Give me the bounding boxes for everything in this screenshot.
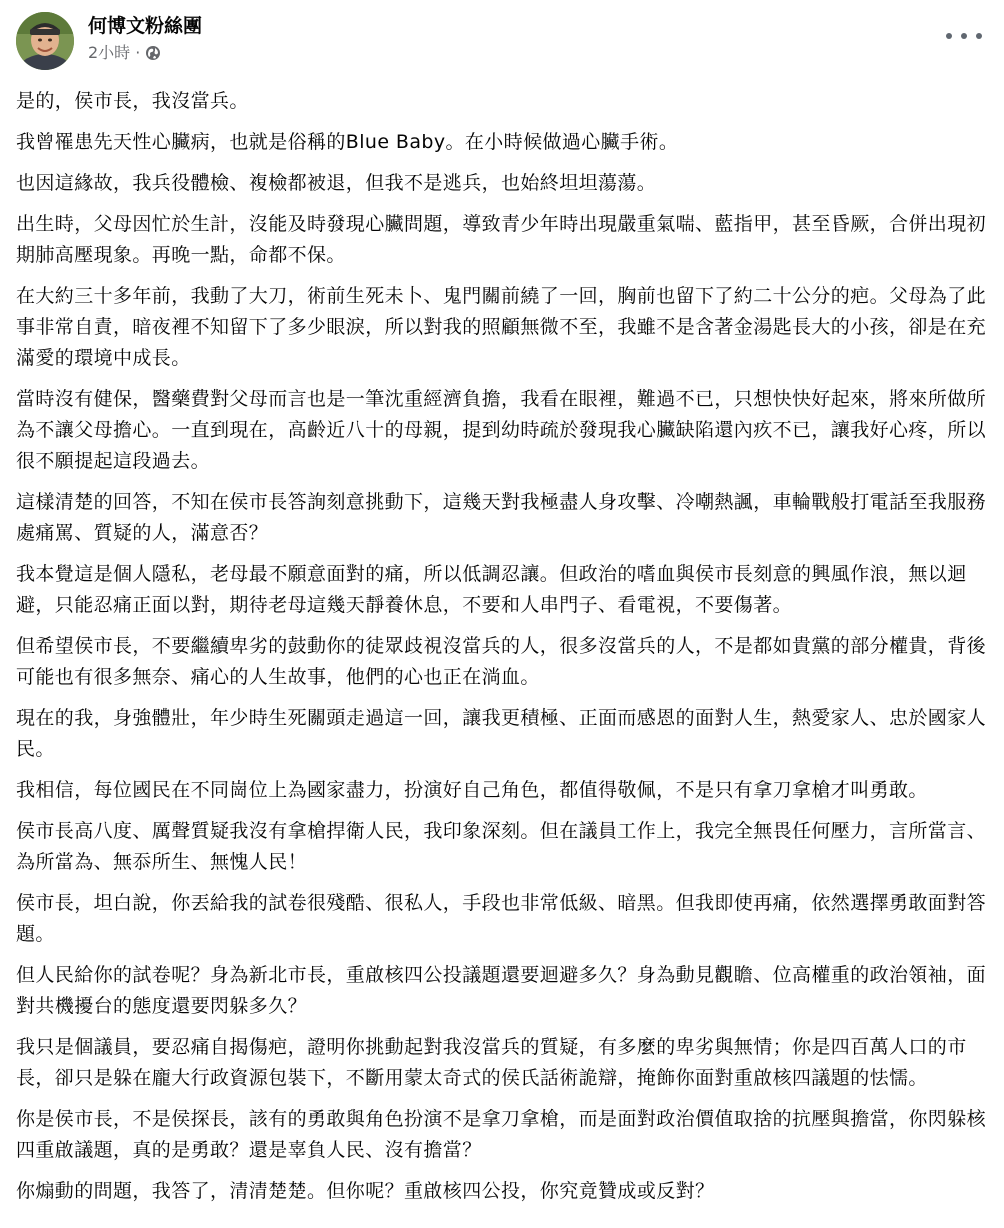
post-paragraph: 我本覺這是個人隱私，老母最不願意面對的痛，所以低調忍讓。但政治的嗜血與侯市長刻意的興風作浪，無以迴避，只能忍痛正面以對，期待老母這幾天靜養休息，不要和人串門子、看電視，不要傷著。 [16,563,967,616]
post-paragraph: 侯市長高八度、厲聲質疑我沒有拿槍捍衛人民，我印象深刻。但在議員工作上，我完全無畏任何壓力，言所當言、為所當為、無忝所生、無愧人民！ [16,820,987,873]
post-paragraph: 我相信，每位國民在不同崗位上為國家盡力，扮演好自己角色，都值得敬佩，不是只有拿刀拿槍才叫勇敢。 [16,779,928,801]
post-paragraph: 但希望侯市長，不要繼續卑劣的鼓動你的徒眾歧視沒當兵的人，很多沒當兵的人，不是都如貴黨的部分權貴，背後可能也有很多無奈、痛心的人生故事，他們的心也正在淌血。 [16,635,987,688]
post-paragraph: 我曾罹患先天性心臟病，也就是俗稱的Blue Baby。在小時候做過心臟手術。 [16,131,679,153]
meta-separator: · [135,43,141,62]
post-header [16,12,988,72]
post-paragraph: 是的，侯市長，我沒當兵。 [16,90,249,112]
post-paragraph: 我只是個議員，要忍痛自揭傷疤，證明你挑動起對我沒當兵的質疑，有多麼的卑劣與無情；你是四百萬人口的市長，卻只是躲在龐大行政資源包裝下，不斷用蒙太奇式的侯氏話術詭辯，掩飾你面對重啟核四議題的怯懦。 [16,1036,967,1089]
post-paragraph: 侯市長，坦白說，你丟給我的試卷很殘酷、很私人，手段也非常低級、暗黑。但我即使再痛，依然選擇勇敢面對答題。 [16,892,987,945]
post-timestamp[interactable]: 2小時 [88,43,131,62]
post-body [16,86,988,1217]
more-dot [946,33,952,39]
post-paragraph: 出生時，父母因忙於生計，沒能及時發現心臟問題，導致青少年時出現嚴重氣喘、藍指甲，甚至昏厥，合併出現初期肺高壓現象。再晚一點，命都不保。 [16,213,987,266]
author-avatar[interactable] [16,12,74,70]
more-dot [961,33,967,39]
globe-icon[interactable] [145,45,161,61]
post-paragraph: 在大約三十多年前，我動了大刀，術前生死未卜、鬼門關前繞了一回，胸前也留下了約二十公分的疤。父母為了此事非常自責，暗夜裡不知留下了多少眼淚，所以對我的照顧無微不至，我雖不是含著金湯匙長大的小孩，卻是在充滿愛的環境中成長。 [16,285,987,369]
post-paragraph: 也因這緣故，我兵役體檢、複檢都被退，但我不是逃兵，也始終坦坦蕩蕩。 [16,172,657,194]
more-options-icon[interactable] [946,24,982,48]
more-dot [976,33,982,39]
post-paragraph: 你是侯市長，不是侯探長，該有的勇敢與角色扮演不是拿刀拿槍，而是面對政治價值取捨的抗壓與擔當，你閃躲核四重啟議題，真的是勇敢？還是辜負人民、沒有擔當？ [16,1108,987,1161]
post-paragraph: 現在的我，身強體壯，年少時生死關頭走過這一回，讓我更積極、正面而感恩的面對人生，熱愛家人、忠於國家人民。 [16,707,987,760]
post-paragraph: 這樣清楚的回答，不知在侯市長答詢刻意挑動下，這幾天對我極盡人身攻擊、冷嘲熱諷，車輪戰般打電話至我服務處痛罵、質疑的人，滿意否？ [16,491,987,544]
avatar-photo-icon [16,12,74,70]
post-paragraph: 但人民給你的試卷呢？身為新北市長，重啟核四公投議題還要迴避多久？身為動見觀瞻、位高權重的政治領袖，面對共機擾台的態度還要閃躲多久？ [16,964,987,1017]
post-paragraph: 當時沒有健保，醫藥費對父母而言也是一筆沈重經濟負擔，我看在眼裡，難過不已，只想快快好起來，將來所做所為不讓父母擔心。一直到現在，高齡近八十的母親，提到幼時疏於發現我心臟缺陷還內疚不已，讓我好心疼，所以很不願提起這段過去。 [16,388,987,472]
post-paragraph: 你煽動的問題，我答了，清清楚楚。但你呢？重啟核四公投，你究竟贊成或反對？ [16,1180,715,1202]
post-meta [88,42,161,64]
author-name[interactable]: 何博文粉絲團 [88,15,203,37]
